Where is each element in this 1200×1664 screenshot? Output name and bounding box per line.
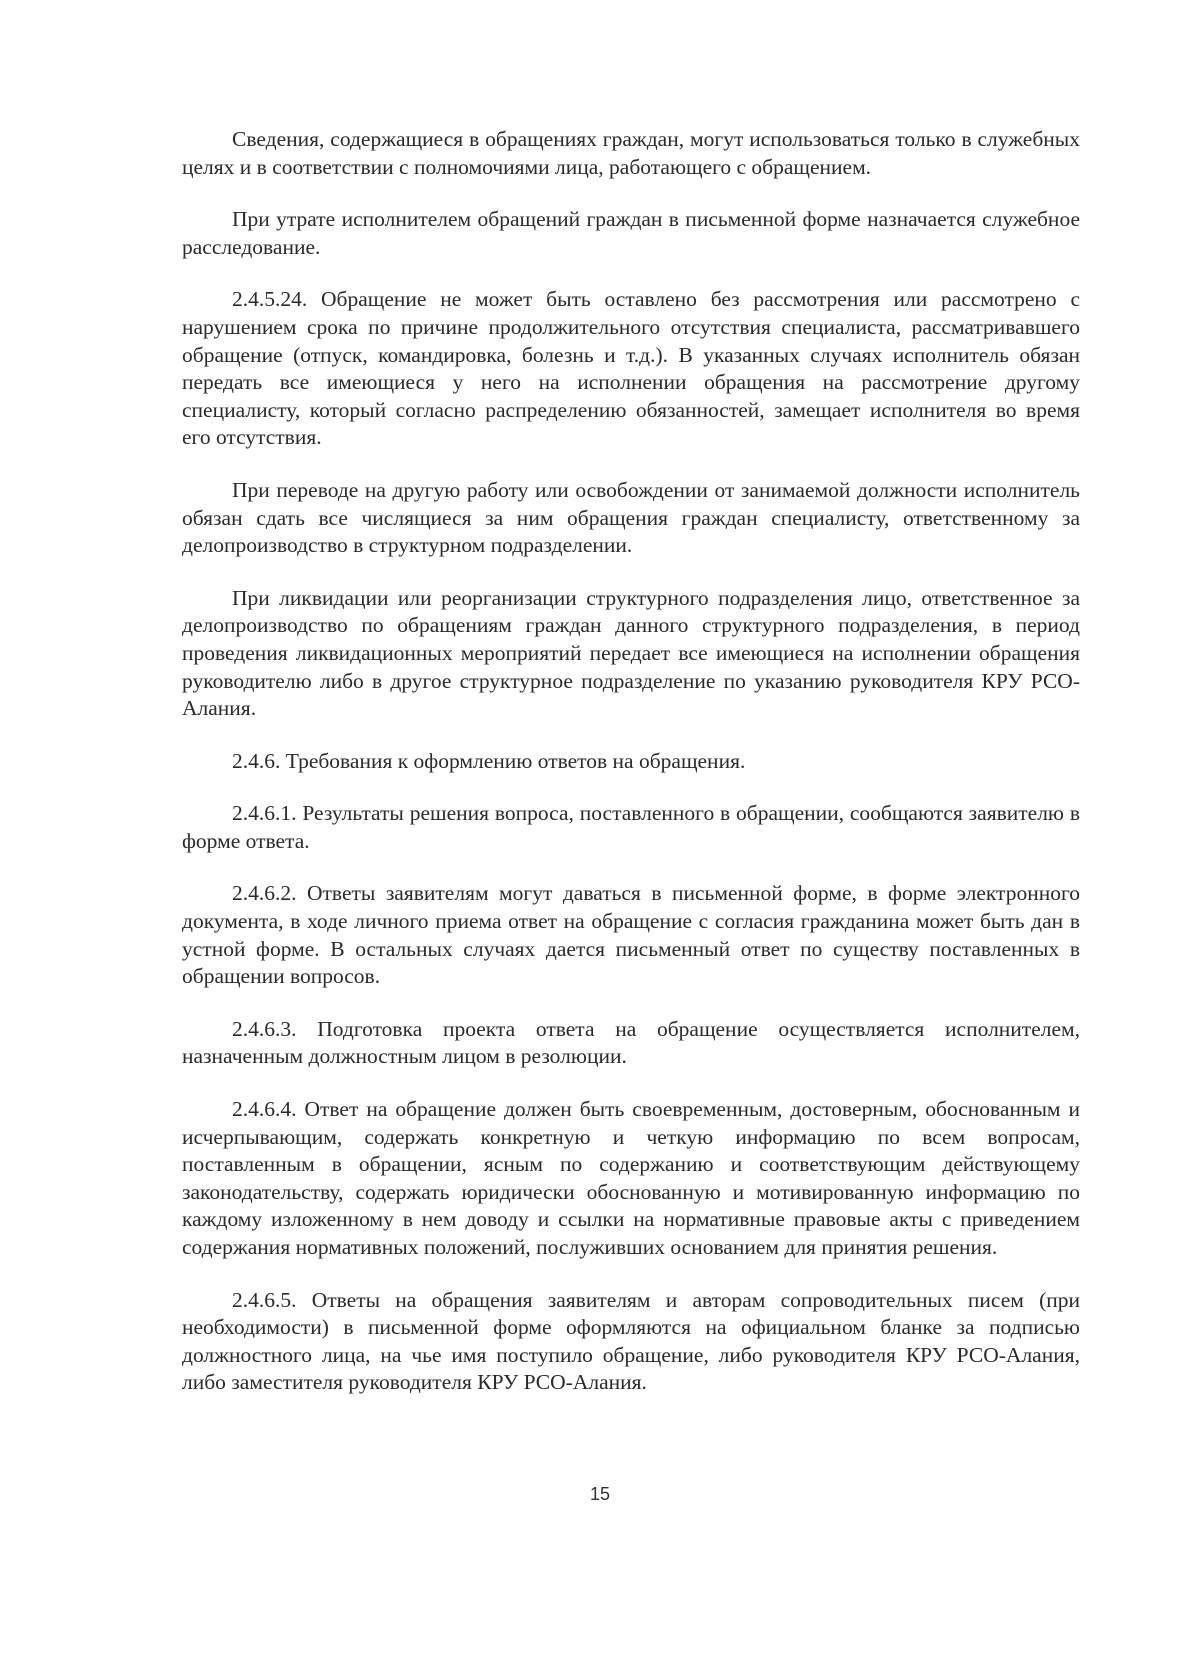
paragraph-2-4-6-1: 2.4.6.1. Результаты решения вопроса, поставленного в обращении, сообщаются заявителю в форме ответа.: [182, 801, 1080, 853]
paragraph-liquidation: При ликвидации или реорганизации структурного подразделения лицо, ответственное за делопроизводство по обращениям граждан данного структурного подразделения, в период проведения ликвидационных мероприятий передает все имеющиеся на исполнении обращения руководителю либо в другое структурное подразделение по указанию руководителя КРУ РСО-Алания.: [182, 585, 1080, 721]
paragraph-loss-investigation: При утрате исполнителем обращений граждан в письменной форме назначается служебное расследование.: [182, 207, 1080, 259]
paragraph-2-4-6-5: 2.4.6.5. Ответы на обращения заявителям и авторам сопроводительных писем (при необходимости) в письменной форме оформляются на официальном бланке за подписью должностного лица, на чье имя поступило обращение, либо руководителя КРУ РСО-Алания, либо заместителя руководителя КРУ РСО-Алания.: [182, 1287, 1080, 1395]
paragraph-2-4-6-4: 2.4.6.4. Ответ на обращение должен быть своевременным, достоверным, обоснованным и исчерпывающим, содержать конкретную и четкую информацию по всем вопросам, поставленным в обращении, ясным по содержанию и соответствующим действующему законодательству, содержать юридически обоснованную и мотивированную информацию по каждому изложенному в нем доводу и ссылки на нормативные правовые акты с приведением содержания нормативных положений, послуживших основанием для принятия решения.: [182, 1097, 1080, 1259]
paragraph-2-4-6-3: 2.4.6.3. Подготовка проекта ответа на обращение осуществляется исполнителем, назначенным должностным лицом в резолюции.: [182, 1016, 1080, 1069]
paragraph-2-4-5-24: 2.4.5.24. Обращение не может быть оставлено без рассмотрения или рассмотрено с нарушением срока по причине продолжительного отсутствия специалиста, рассматривавшего обращение (отпуск, командировка, болезнь и т.д.). В указанных случаях исполнитель обязан передать все имеющиеся у него на исполнении обращения на рассмотрение другому специалисту, который согласно распределению обязанностей, замещает исполнителя во время его отсутствия.: [182, 287, 1080, 450]
section-heading-2-4-6: 2.4.6. Требования к оформлению ответов на обращения.: [232, 748, 746, 773]
paragraph-info-usage: Сведения, содержащиеся в обращениях граждан, могут использоваться только в служебных целях и в соответствии с полномочиями лица, работающего с обращением.: [182, 127, 1080, 179]
page-number: 15: [589, 1484, 611, 1504]
paragraph-transfer-on-leave: При переводе на другую работу или освобождении от занимаемой должности исполнитель обязан сдать все числящиеся за ним обращения граждан специалисту, ответственному за делопроизводство в структурном подразделении.: [182, 477, 1080, 558]
paragraph-2-4-6-2: 2.4.6.2. Ответы заявителям могут даваться в письменной форме, в форме электронного документа, в ходе личного приема ответ на обращение с согласия гражданина может быть дан в устной форме. В остальных случаях дается письменный ответ по существу поставленных в обращении вопросов.: [182, 881, 1080, 989]
document-body: [182, 126, 1080, 1422]
